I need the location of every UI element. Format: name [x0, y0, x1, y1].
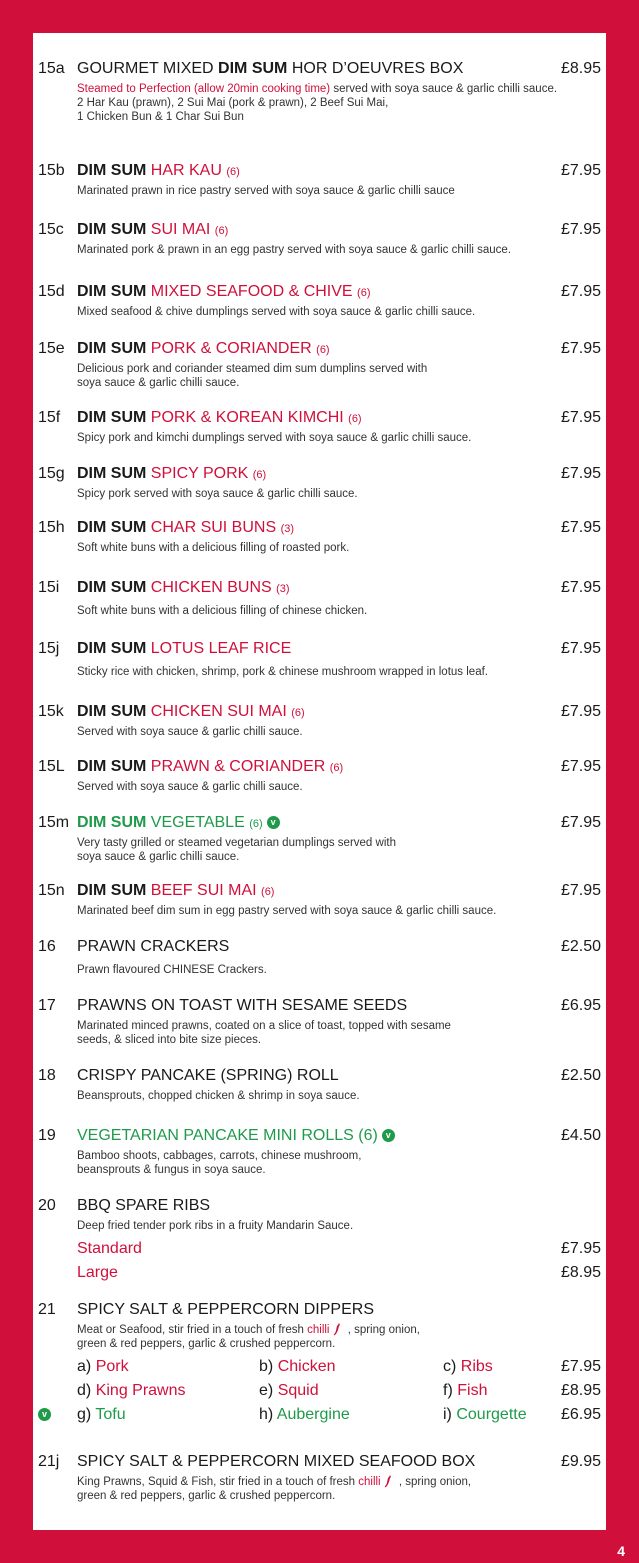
item-description: Served with soya sauce & garlic chilli sauce.	[77, 726, 303, 738]
item-price: £7.95	[560, 162, 601, 179]
menu-item-15f	[33, 408, 606, 445]
item-number: 15m	[38, 814, 70, 831]
item-description: Soft white buns with a delicious filling of chinese chicken.	[77, 605, 368, 617]
item-price: £7.95	[560, 409, 601, 426]
item-number: 15f	[38, 409, 61, 426]
item-price: £7.95	[560, 814, 601, 831]
menu-item-20	[33, 1196, 606, 1285]
item-number: 16	[38, 938, 56, 955]
item-number: 20	[38, 1197, 56, 1214]
item-price: £7.95	[560, 640, 601, 657]
menu-item-18	[33, 1066, 606, 1103]
item-price: £7.95	[560, 465, 601, 482]
option-row	[33, 1403, 606, 1427]
item-price: £7.95	[560, 579, 601, 596]
item-price: £2.50	[560, 1067, 601, 1084]
item-name: CRISPY PANCAKE (SPRING) ROLL	[77, 1067, 339, 1084]
item-name: DIM SUM BEEF SUI MAI (6)	[77, 882, 275, 899]
item-name: DIM SUM PRAWN & CORIANDER (6)	[77, 758, 344, 775]
item-number: 15g	[38, 465, 65, 482]
option: b) Chicken	[259, 1358, 336, 1375]
menu-item-15h	[33, 518, 606, 555]
option: c) Ribs	[443, 1358, 493, 1375]
item-number: 15n	[38, 882, 65, 899]
menu-item-16	[33, 937, 606, 977]
item-price: £4.50	[560, 1127, 601, 1144]
menu-item-15c	[33, 220, 606, 257]
item-price: £6.95	[560, 997, 601, 1014]
item-price: £2.50	[560, 938, 601, 955]
item-description: Served with soya sauce & garlic chilli sauce.	[77, 781, 303, 793]
size-price: £8.95	[560, 1264, 601, 1281]
chilli-icon	[333, 1323, 342, 1336]
item-description: Spicy pork served with soya sauce & garlic chilli sauce.	[77, 488, 358, 500]
menu-item-19	[33, 1126, 606, 1177]
size-label: Standard	[77, 1240, 142, 1257]
menu-item-15n	[33, 881, 606, 918]
item-name: DIM SUM SPICY PORK (6)	[77, 465, 267, 482]
menu-item-17	[33, 996, 606, 1047]
item-description: Marinated minced prawns, coated on a slice of toast, topped with sesame seeds, & sliced into bite size pieces.	[77, 1020, 451, 1046]
menu-item-21	[33, 1300, 606, 1427]
options-grid	[33, 1355, 606, 1427]
item-name: DIM SUM VEGETABLE (6) v	[77, 813, 280, 834]
item-name: SPICY SALT & PEPPERCORN MIXED SEAFOOD BOX	[77, 1453, 476, 1470]
item-name: GOURMET MIXED DIM SUM HOR D’OEUVRES BOX	[77, 60, 464, 77]
option: i) Courgette	[443, 1406, 527, 1423]
size-price: £7.95	[560, 1240, 601, 1257]
item-number: 15a	[38, 60, 65, 77]
item-name: DIM SUM CHICKEN SUI MAI (6)	[77, 703, 305, 720]
option-row	[33, 1379, 606, 1403]
item-price: £7.95	[560, 519, 601, 536]
item-description: Marinated beef dim sum in egg pastry served with soya sauce & garlic chilli sauce.	[77, 905, 497, 917]
item-number: 17	[38, 997, 56, 1014]
menu-item-15b	[33, 161, 606, 198]
menu-item-15k	[33, 702, 606, 739]
option-price: £6.95	[560, 1406, 601, 1423]
item-description: Prawn flavoured CHINESE Crackers.	[77, 964, 267, 976]
item-description: Marinated prawn in rice pastry served with soya sauce & garlic chilli sauce	[77, 185, 455, 197]
item-price: £9.95	[560, 1453, 601, 1470]
vegetarian-icon: v	[382, 1129, 395, 1142]
menu-page	[33, 33, 606, 1530]
option: d) King Prawns	[77, 1382, 186, 1399]
menu-item-15l	[33, 757, 606, 794]
size-row	[33, 1261, 606, 1285]
item-price: £7.95	[560, 283, 601, 300]
page-number: 4	[617, 1543, 625, 1559]
option: a) Pork	[77, 1358, 129, 1375]
item-name: DIM SUM HAR KAU (6)	[77, 162, 240, 179]
item-description: King Prawns, Squid & Fish, stir fried in a touch of fresh chilli , spring onion, green & red peppers, garlic & crushed peppercorn.	[77, 1476, 472, 1502]
vegetarian-icon: v	[38, 1408, 51, 1421]
item-description: Spicy pork and kimchi dumplings served with soya sauce & garlic chilli sauce.	[77, 432, 472, 444]
item-number: 15k	[38, 703, 64, 720]
item-name: PRAWN CRACKERS	[77, 938, 230, 955]
item-name: DIM SUM LOTUS LEAF RICE	[77, 640, 292, 657]
item-name: DIM SUM CHAR SUI BUNS (3)	[77, 519, 295, 536]
item-name: DIM SUM CHICKEN BUNS (3)	[77, 579, 290, 596]
item-number: 15j	[38, 640, 60, 657]
option: f) Fish	[443, 1382, 488, 1399]
item-name: DIM SUM PORK & KOREAN KIMCHI (6)	[77, 409, 362, 426]
item-number: 15c	[38, 221, 64, 238]
menu-item-15j	[33, 639, 606, 679]
item-description: Deep fried tender pork ribs in a fruity Mandarin Sauce.	[77, 1220, 354, 1232]
item-number: 19	[38, 1127, 56, 1144]
item-description: Very tasty grilled or steamed vegetarian dumplings served with soya sauce & garlic chilli sauce.	[77, 837, 396, 863]
size-row	[33, 1237, 606, 1261]
item-description: Meat or Seafood, stir fried in a touch of fresh chilli , spring onion, green & red peppers, garlic & crushed peppercorn.	[77, 1324, 420, 1350]
item-number: 15b	[38, 162, 65, 179]
item-name: DIM SUM MIXED SEAFOOD & CHIVE (6)	[77, 283, 371, 300]
item-number: 15h	[38, 519, 65, 536]
menu-item-15g	[33, 464, 606, 501]
item-number: 15d	[38, 283, 65, 300]
item-name: DIM SUM SUI MAI (6)	[77, 221, 229, 238]
item-description: Soft white buns with a delicious filling of roasted pork.	[77, 542, 350, 554]
item-description: Bamboo shoots, cabbages, carrots, chinese mushroom, beansprouts & fungus in soya sauce.	[77, 1150, 362, 1176]
item-number: 21	[38, 1301, 56, 1318]
option-price: £8.95	[560, 1382, 601, 1399]
menu-item-15i	[33, 578, 606, 618]
menu-item-15m	[33, 813, 606, 864]
item-description: Steamed to Perfection (allow 20min cooking time) served with soya sauce & garlic chilli sauce. 2 Har Kau (prawn), 2 Sui Mai (pork & prawn), 2 Beef Sui Mai, 1 Chicken Bun & 1 Char Sui Bun	[77, 83, 558, 123]
item-description: Marinated pork & prawn in an egg pastry served with soya sauce & garlic chilli sauce.	[77, 244, 512, 256]
item-price: £7.95	[560, 221, 601, 238]
option: e) Squid	[259, 1382, 319, 1399]
menu-item-15e	[33, 339, 606, 390]
item-number: 21j	[38, 1453, 60, 1470]
menu-item-15a	[33, 59, 606, 124]
item-description: Sticky rice with chicken, shrimp, pork & chinese mushroom wrapped in lotus leaf.	[77, 666, 488, 678]
vegetarian-icon: v	[267, 816, 280, 829]
option-row	[33, 1355, 606, 1379]
option: h) Aubergine	[259, 1406, 350, 1423]
menu-item-15d	[33, 282, 606, 319]
item-name: SPICY SALT & PEPPERCORN DIPPERS	[77, 1301, 374, 1318]
option: g) Tofu	[77, 1406, 126, 1423]
option-price: £7.95	[560, 1358, 601, 1375]
size-options	[33, 1237, 606, 1285]
item-price: £7.95	[560, 882, 601, 899]
item-name: BBQ SPARE RIBS	[77, 1197, 211, 1214]
item-description: Beansprouts, chopped chicken & shrimp in soya sauce.	[77, 1090, 360, 1102]
item-number: 15L	[38, 758, 65, 775]
item-description: Delicious pork and coriander steamed dim sum dumplins served with soya sauce & garlic chilli sauce.	[77, 363, 428, 389]
menu-item-21j	[33, 1452, 606, 1503]
item-name: DIM SUM PORK & CORIANDER (6)	[77, 340, 330, 357]
item-price: £7.95	[560, 340, 601, 357]
item-price: £8.95	[560, 60, 601, 77]
item-price: £7.95	[560, 703, 601, 720]
item-name: VEGETARIAN PANCAKE MINI ROLLS (6) v	[77, 1126, 395, 1146]
item-description: Mixed seafood & chive dumplings served with soya sauce & garlic chilli sauce.	[77, 306, 476, 318]
item-number: 15e	[38, 340, 65, 357]
chilli-icon	[384, 1475, 393, 1488]
size-label: Large	[77, 1264, 118, 1281]
item-number: 18	[38, 1067, 56, 1084]
item-number: 15i	[38, 579, 60, 596]
item-price: £7.95	[560, 758, 601, 775]
item-name: PRAWNS ON TOAST WITH SESAME SEEDS	[77, 997, 408, 1014]
